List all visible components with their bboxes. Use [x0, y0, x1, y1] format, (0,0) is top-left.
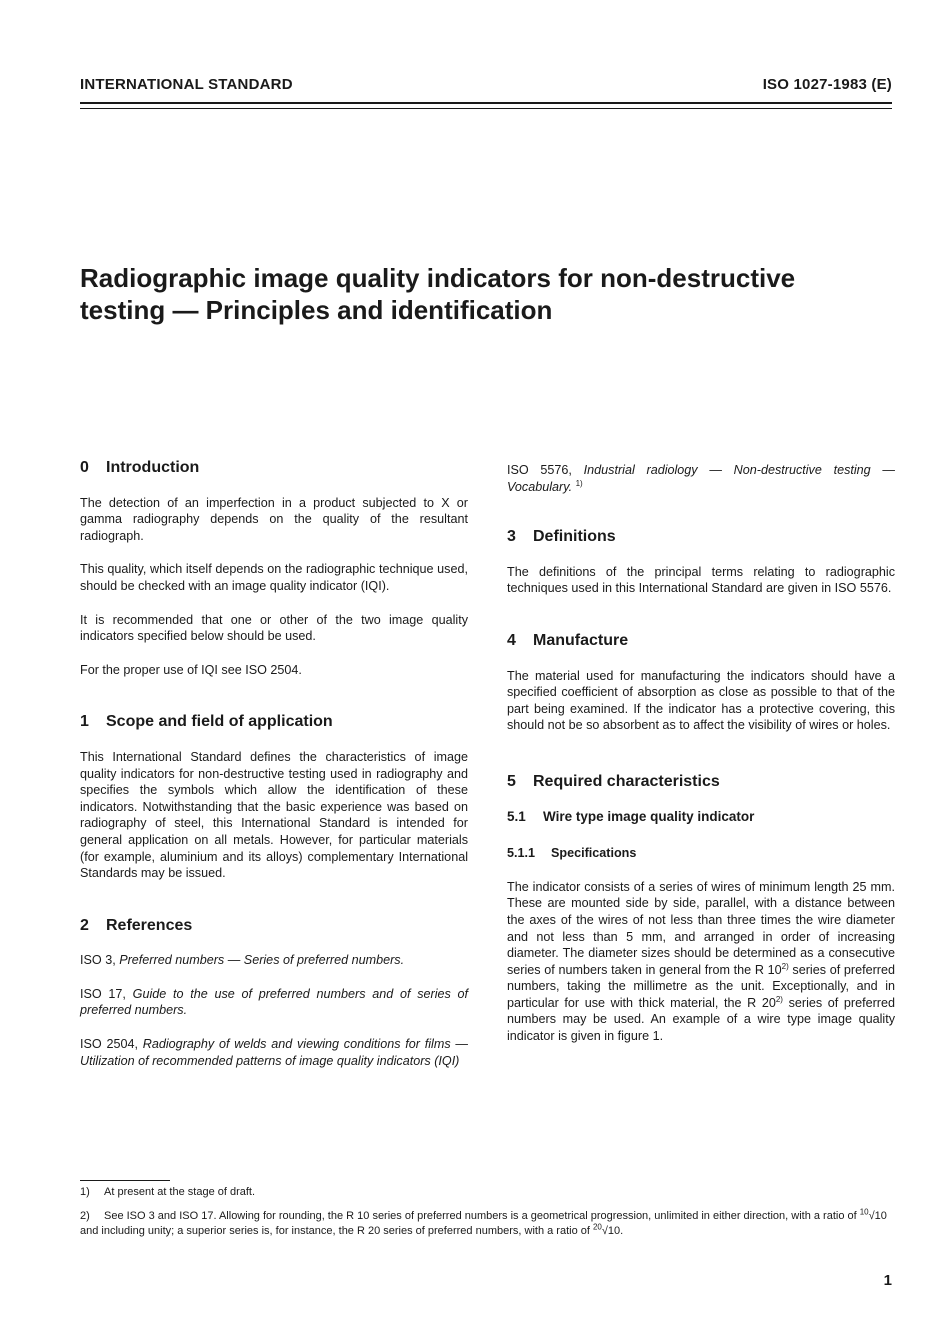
reference-item [80, 952, 468, 969]
section-title: Required characteristics [533, 772, 720, 790]
footnote-text: At present at the stage of draft. [104, 1186, 256, 1198]
section-number: 5.1.1 [507, 846, 536, 861]
reference-item [507, 462, 895, 495]
document-title [80, 262, 920, 326]
reference-item [80, 986, 468, 1019]
paragraph-text: The indicator consists of a series of wires of minimum length 25 mm. These are mounted side by side, parallel, with a distance between the axes of the wires of not less than three times the wire diameter and not less than 5 mm, and arranged in order of increasing diameter. The diameter sizes should be determined as a consecutive series of numbers taken in general from the R 10 [507, 879, 895, 977]
scope-paragraph: This International Standard defines the characteristics of image quality indicators for non-destructive testing used in radiography and specifies the symbols which allow the identification of these indicators. Notwithstanding that the basic experience was based on radiography of steel, this International Standard is intended for general application on all metals. However, for particular materials (for example, aluminium and its alloys) complementary International Standards may be issued. [80, 749, 468, 881]
header-rule-bottom [80, 108, 892, 109]
footnote-marker: 1) [575, 478, 583, 488]
root-index: 10 [859, 1207, 869, 1217]
section-title: References [106, 916, 193, 934]
right-column [507, 462, 895, 1062]
footnote-rule [80, 1180, 170, 1181]
intro-paragraph: The detection of an imperfection in a product subjected to X or gamma radiography depends on the quality of the resultant radiograph. [80, 495, 468, 543]
footnote-marker: 2) [775, 994, 783, 1004]
left-column [80, 460, 468, 1086]
footnote-number: 1) [80, 1186, 90, 1198]
reference-item [80, 1036, 468, 1069]
definitions-paragraph: The definitions of the principal terms relating to radiographic techniques used in this International Standard are given in ISO 5576. [507, 564, 895, 596]
specifications-paragraph [507, 879, 895, 1045]
section-number: 5.1 [507, 808, 526, 824]
footnote-text: See ISO 3 and ISO 17. Allowing for rounding, the R 10 series of preferred numbers is a geometrical progression, unlimited in either direction, with a ratio of [104, 1210, 860, 1222]
footnote-number: 2) [80, 1210, 90, 1222]
reference-title: Preferred numbers — Series of preferred numbers. [119, 953, 405, 968]
footnote-1 [80, 1185, 892, 1200]
intro-paragraph: This quality, which itself depends on the radiographic technique used, should be checked with an image quality indicator (IQI). [80, 562, 468, 593]
header-document-id: ISO 1027-1983 (E) [762, 76, 892, 93]
section-number: 4 [507, 631, 516, 649]
reference-title: Industrial radiology — Non-destructive testing — Vocabulary. [507, 463, 895, 494]
section-title: Introduction [106, 459, 200, 476]
root-radical: √10 [601, 1225, 621, 1237]
section-number: 1 [80, 713, 89, 731]
title-line-2: testing — Principles and identification [80, 295, 553, 325]
footnote-text: and including unity; a superior series is, for instance, the R 20 series of preferred numbers, with a ratio of [80, 1225, 593, 1237]
section-number: 0 [80, 459, 89, 476]
root-index: 20 [592, 1222, 602, 1232]
reference-code: ISO 17, [80, 986, 126, 1001]
root-radical: √10 [868, 1210, 887, 1222]
section-5-1-heading [507, 809, 895, 826]
section-1-heading [80, 714, 468, 731]
section-3-heading [507, 529, 895, 546]
page-number: 1 [883, 1272, 892, 1289]
footnote-text: . [620, 1225, 624, 1237]
header-rule-top [80, 102, 892, 104]
reference-title: Guide to the use of preferred numbers and of series of preferred numbers. [80, 986, 469, 1018]
reference-code: ISO 5576, [507, 463, 572, 477]
section-title: Specifications [551, 846, 637, 861]
header-standard-label: INTERNATIONAL STANDARD [80, 76, 293, 93]
reference-code: ISO 3, [80, 953, 116, 968]
section-title: Wire type image quality indicator [543, 808, 755, 824]
section-number: 3 [507, 528, 516, 546]
paragraph-text: series of preferred numbers, taking the millimetre as the unit. Exceptionally, and in particular for use with thick material, the R 20 [507, 962, 895, 1010]
title-line-1: Radiographic image quality indicators for non-destructive [80, 263, 796, 293]
section-5-heading [507, 774, 895, 791]
section-number: 2 [80, 916, 89, 934]
section-4-heading [507, 633, 895, 650]
reference-title: Radiography of welds and viewing conditions for films — Utilization of recommended patterns of image quality indicators (IQI) [80, 1037, 469, 1068]
section-title: Scope and field of application [106, 713, 333, 731]
footnote-marker: 2) [781, 961, 789, 971]
manufacture-paragraph: The material used for manufacturing the indicators should have a specified coefficient of absorption as close as possible to that of the part being examined. If the indicator has a protective covering, this should not be so absorbent as to affect the visibility of wires or holes. [507, 668, 895, 733]
footnote-2 [80, 1209, 892, 1239]
section-title: Definitions [533, 528, 616, 546]
intro-paragraph: For the proper use of IQI see ISO 2504. [80, 662, 302, 677]
section-2-heading [80, 918, 468, 935]
section-0-heading [80, 460, 468, 477]
paragraph-text: series of preferred numbers may be used. An example of a wire type image quality indicator is given in figure 1. [507, 995, 895, 1044]
section-title: Manufacture [533, 631, 629, 649]
section-5-1-1-heading [507, 845, 895, 862]
section-number: 5 [507, 772, 516, 790]
reference-code: ISO 2504, [80, 1037, 138, 1052]
intro-paragraph: It is recommended that one or other of the two image quality indicators specified below should be used. [80, 612, 468, 644]
